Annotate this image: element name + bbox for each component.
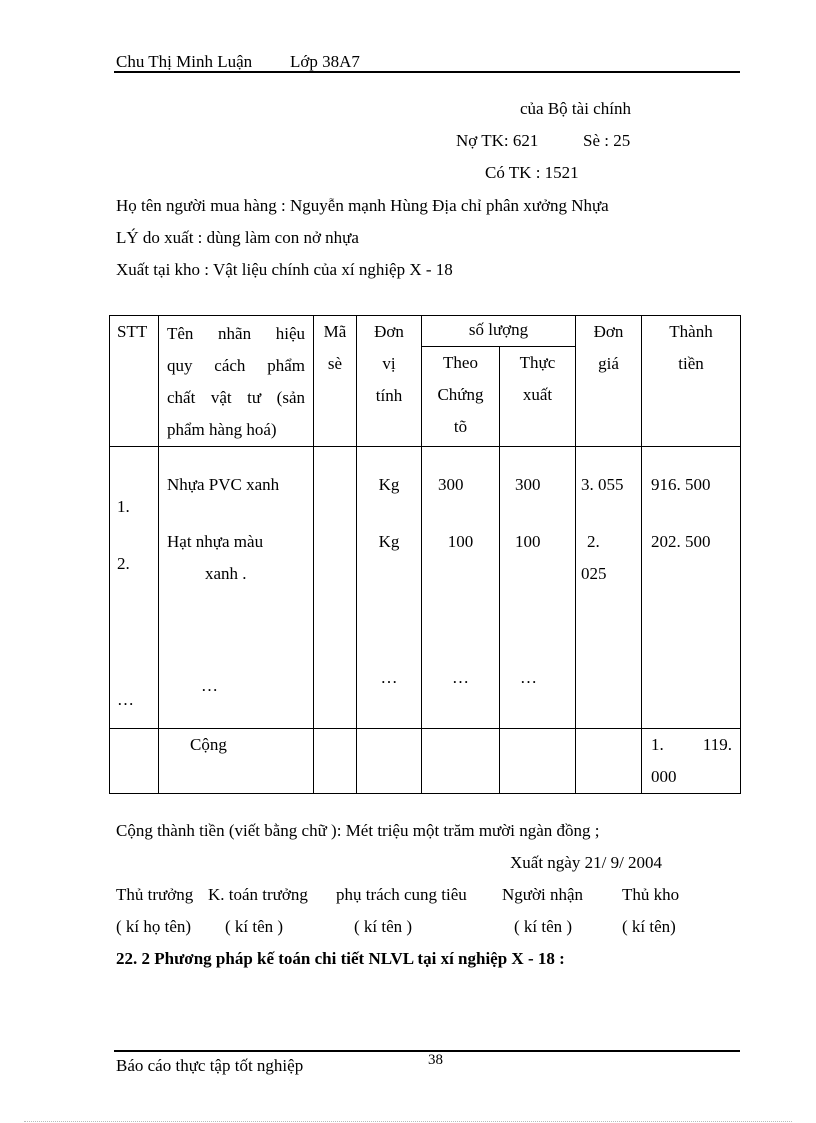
sign-note-5: ( kí tên) bbox=[622, 917, 676, 936]
sig-director: Thủ trưởng bbox=[116, 885, 194, 904]
amount-column: 916. 500 202. 500 bbox=[642, 447, 741, 729]
header-unit: Đơn vị tính bbox=[357, 316, 422, 447]
table-row bbox=[110, 447, 741, 729]
total-amount: 1. 119. 000 bbox=[642, 729, 741, 794]
header-item-name: Tên nhãn hiệu quy cách phẩm chất vật tư (sản phẩm hàng hoá) bbox=[159, 316, 314, 447]
stt-column: 1. 2. … bbox=[110, 447, 159, 729]
sig-chief-accountant: K. toán trưởng bbox=[208, 885, 308, 904]
section-heading: 22. 2 Phương pháp kế toán chi tiết NLVL tại xí nghiệp X - 18 : bbox=[116, 949, 565, 968]
header-rule bbox=[114, 71, 740, 73]
code-column bbox=[314, 447, 357, 729]
header-class: Lớp 38A7 bbox=[290, 52, 360, 71]
sign-note-2: ( kí tên ) bbox=[225, 917, 284, 936]
ministry-text: của Bộ tài chính bbox=[520, 99, 631, 118]
header-code: Mã sè bbox=[314, 316, 357, 447]
sig-supply: phụ trách cung tiêu bbox=[336, 885, 467, 904]
header-quantity: số lượng bbox=[422, 316, 576, 347]
buyer-line: Họ tên người mua hàng : Nguyễn mạnh Hùng Địa chỉ phân xưởng Nhựa bbox=[116, 196, 609, 215]
voucher-number: Sè : 25 bbox=[583, 131, 631, 150]
sign-note-4: ( kí tên ) bbox=[514, 917, 573, 936]
header-author: Chu Thị Minh Luận bbox=[116, 52, 253, 71]
unit-column: Kg Kg … bbox=[357, 447, 422, 729]
page-number: 38 bbox=[428, 1052, 443, 1068]
price-column: 3. 055 2. 025 bbox=[576, 447, 642, 729]
report-title: Báo cáo thực tập tốt nghiệp bbox=[116, 1056, 304, 1075]
header-price: Đơn giá bbox=[576, 316, 642, 447]
qty-actual-column: 300 100 … bbox=[500, 447, 576, 729]
name-column: Nhựa PVC xanh Hạt nhựa màu xanh . … bbox=[159, 447, 314, 729]
sign-note-3: ( kí tên ) bbox=[354, 917, 413, 936]
header-qty-actual: Thực xuất bbox=[500, 347, 576, 447]
header-stt: STT bbox=[110, 316, 159, 447]
page-edge bbox=[24, 1121, 792, 1122]
sig-receiver: Người nhận bbox=[502, 885, 583, 904]
header-amount: Thành tiền bbox=[642, 316, 741, 447]
total-label: Cộng bbox=[159, 729, 314, 794]
amount-in-words: Cộng thành tiền (viết bằng chữ ): Mét triệu một trăm mười ngàn đồng ; bbox=[116, 821, 600, 840]
issue-date: Xuất ngày 21/ 9/ 2004 bbox=[510, 853, 663, 872]
reason-line: LÝ do xuất : dùng làm con nở nhựa bbox=[116, 228, 359, 247]
qty-doc-column: 300 100 … bbox=[422, 447, 500, 729]
footer-rule bbox=[114, 1050, 740, 1052]
sig-storekeeper: Thủ kho bbox=[622, 885, 680, 904]
materials-table bbox=[109, 315, 741, 794]
debit-account: Nợ TK: 621 bbox=[456, 131, 539, 150]
credit-account: Có TK : 1521 bbox=[485, 163, 579, 182]
header-qty-doc: Theo Chứng tõ bbox=[422, 347, 500, 447]
total-row bbox=[110, 729, 741, 794]
warehouse-line: Xuất tại kho : Vật liệu chính của xí nghiệp X - 18 bbox=[116, 260, 453, 279]
sign-note-1: ( kí họ tên) bbox=[116, 917, 192, 936]
